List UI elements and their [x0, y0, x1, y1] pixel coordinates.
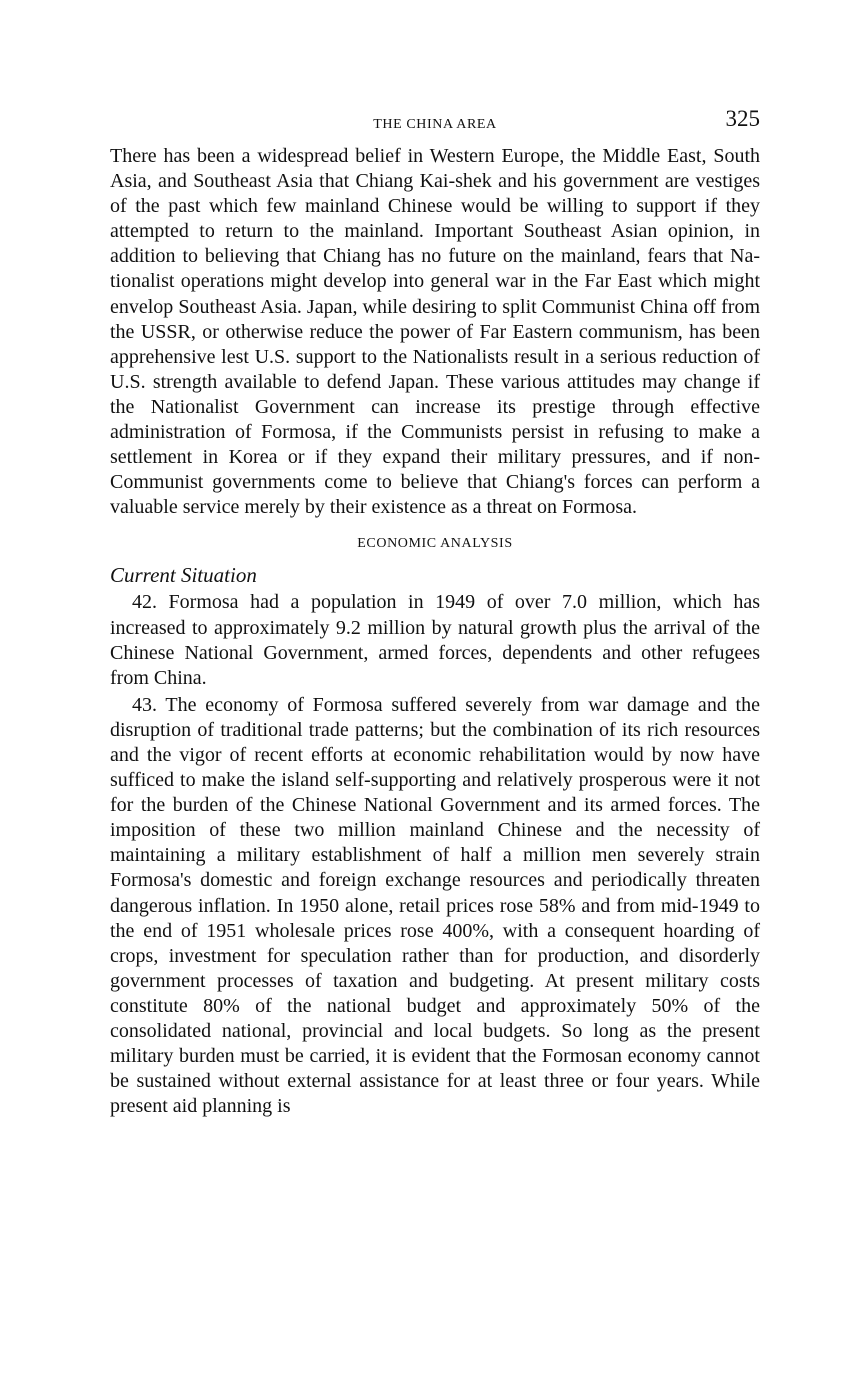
running-header	[110, 104, 760, 144]
document-page	[110, 104, 760, 1119]
paragraph-43: 43. The economy of Formosa suffered severely from war damage and the disruption of traditional trade patterns; but the combination of its rich resources and the vigor of recent efforts at economic rehabilitation would by now have sufficed to make the island self-supporting and relatively prosperous were it not for the burden of the Chinese National Government and its armed forces. The imposition of these two million mainland Chinese and the necessity of maintaining a military establishment of half a million men severely strain Formosa's domestic and foreign exchange resources and periodically threaten dangerous inflation. In 1950 alone, retail prices rose 58% and from mid-1949 to the end of 1951 wholesale prices rose 400%, with a consequent hoarding of crops, investment for speculation rather than for production, and disorderly government processes of taxation and budgeting. At present military costs constitute 80% of the national budget and approximately 50% of the consolidated national, provincial and local budgets. So long as the present military burden must be carried, it is evident that the Formosan economy cannot be sustained without external assistance for at least three or four years. While present aid planning is	[110, 693, 760, 1118]
section-heading: ECONOMIC ANALYSIS	[357, 536, 513, 552]
subheading: Current Situation	[110, 563, 257, 588]
paragraph-42: 42. Formosa had a population in 1949 of over 7.0 million, which has increased to approximately 9.2 million by natural growth plus the arrival of the Chinese National Government, armed forces, dependents and other refugees from China.	[110, 591, 760, 689]
running-title: THE CHINA AREA	[373, 117, 497, 132]
page-number: 325	[725, 106, 760, 131]
intro-paragraph: There has been a widespread belief in Western Europe, the Middle East, South Asia, and Southeast Asia that Chiang Kai-shek and his government are vestiges of the past which few mainland Chinese would be willing to support if they attempted to return to the mainland. Important Southeast Asian opinion, in addition to believing that Chiang has no future on the mainland, fears that Nationalist operations might develop into general war in the Far East which might envelop Southeast Asia. Japan, while desiring to split Communist China off from the USSR, or otherwise reduce the power of Far Eastern communism, has been apprehensive lest U.S. support to the Nationalists result in a serious reduction of U.S. strength available to defend Japan. These various attitudes may change if the Nationalist Government can increase its prestige through effective administration of Formosa, if the Communists persist in refusing to make a settlement in Korea or if they expand their military pressures, and if non-Communist governments come to believe that Chiang's forces can perform a valuable service merely by their existence as a threat on Formosa.	[110, 145, 760, 519]
